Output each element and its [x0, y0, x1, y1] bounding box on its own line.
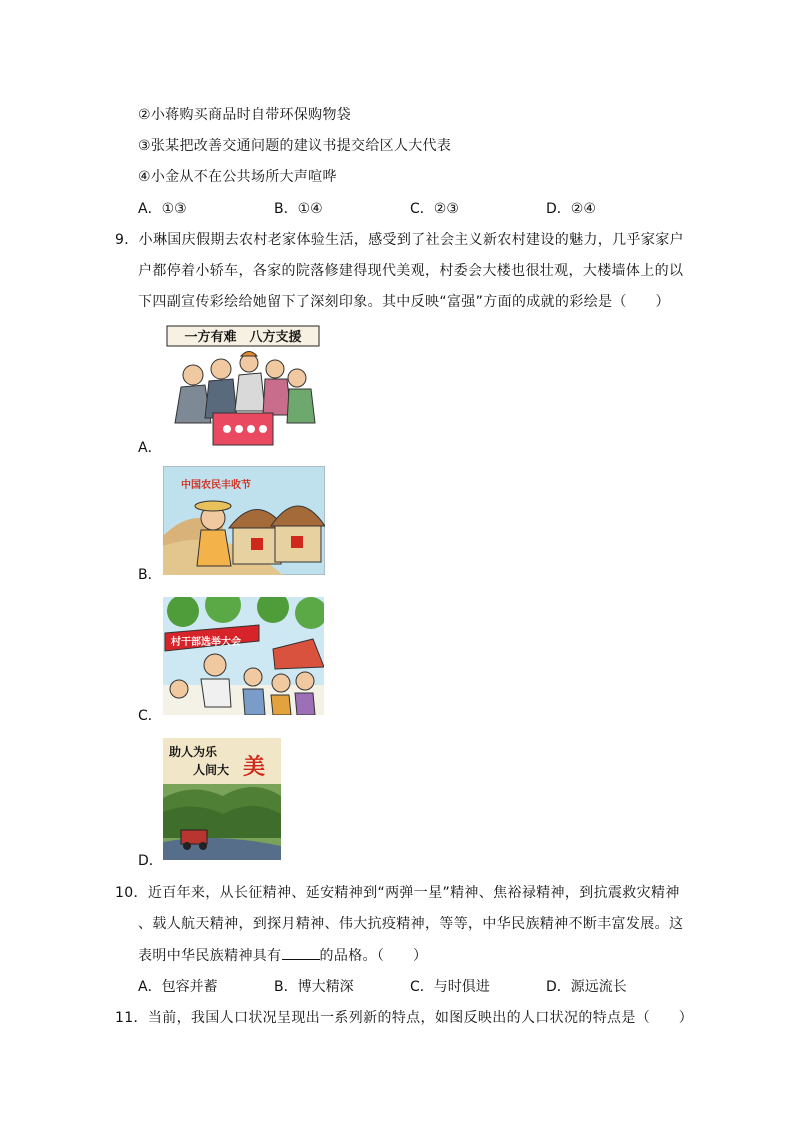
- choice-d-illustration[interactable]: [163, 738, 281, 860]
- choice-a-banner-text: 一方有难 八方支援: [184, 330, 302, 345]
- q8-item-3: ③张某把改善交通问题的建议书提交给区人大代表: [138, 138, 452, 154]
- choice-a-illustration[interactable]: [163, 323, 323, 448]
- q10-option-c[interactable]: C．与时俱进: [410, 979, 490, 995]
- q8-option-c[interactable]: C．②③: [410, 201, 459, 217]
- q11-stem-line-1: 11．当前，我国人口状况呈现出一系列新的特点，如图反映出的人口状况的特点是（ ）: [115, 1010, 694, 1026]
- q9-stem-line-3: 下四副宣传彩绘给她留下了深刻印象。其中反映“富强”方面的成就的彩绘是（ ）: [138, 294, 670, 310]
- choice-d-label[interactable]: D．: [138, 853, 163, 869]
- q10-stem-line-1: 10．近百年来，从长征精神、延安精神到“两弹一星”精神、焦裕禄精神，到抗震救灾精神: [115, 885, 680, 901]
- choice-d-text-2: 人间大: [193, 763, 230, 777]
- q8-option-b[interactable]: B．①④: [274, 201, 323, 217]
- q10-stem-line-2: 、载人航天精神，到探月精神、伟大抗疫精神，等等，中华民族精神不断丰富发展。这: [138, 916, 684, 932]
- q10-option-d[interactable]: D．源远流长: [546, 979, 627, 995]
- choice-c-illustration[interactable]: [163, 597, 324, 715]
- q10-answer-blank: [282, 947, 320, 960]
- q10-stem-line-3-pre: 表明中华民族精神具有: [138, 948, 282, 964]
- choice-b-label[interactable]: B．: [138, 567, 162, 583]
- choice-d-text-3: 美: [243, 755, 266, 780]
- q8-item-4: ④小金从不在公共场所大声喧哗: [138, 169, 337, 185]
- choice-d-text-1: 助人为乐: [169, 745, 218, 759]
- choice-c-label[interactable]: C．: [138, 708, 162, 724]
- q10-stem-line-3-post: 的品格。（ ）: [319, 948, 428, 964]
- q8-item-2: ②小蒋购买商品时自带环保购物袋: [138, 107, 352, 123]
- q10-option-a[interactable]: A．包容并蓄: [138, 979, 218, 995]
- choice-a-label[interactable]: A．: [138, 440, 162, 456]
- choice-b-illustration[interactable]: [163, 466, 325, 575]
- q10-option-b[interactable]: B．博大精深: [274, 979, 354, 995]
- q9-stem-line-2: 户都停着小轿车，各家的院落修建得现代美观，村委会大楼也很壮观，大楼墙体上的以: [138, 263, 684, 279]
- choice-b-title-text: 中国农民丰收节: [181, 480, 251, 491]
- choice-c-banner-text: 村干部选举大会: [171, 637, 241, 648]
- q8-option-a[interactable]: A．①③: [138, 201, 187, 217]
- q9-stem-line-1: 9．小琳国庆假期去农村老家体验生活，感受到了社会主义新农村建设的魅力，几乎家家户: [115, 232, 684, 248]
- q10-stem-line-3: [138, 945, 427, 965]
- q8-option-d[interactable]: D．②④: [546, 201, 596, 217]
